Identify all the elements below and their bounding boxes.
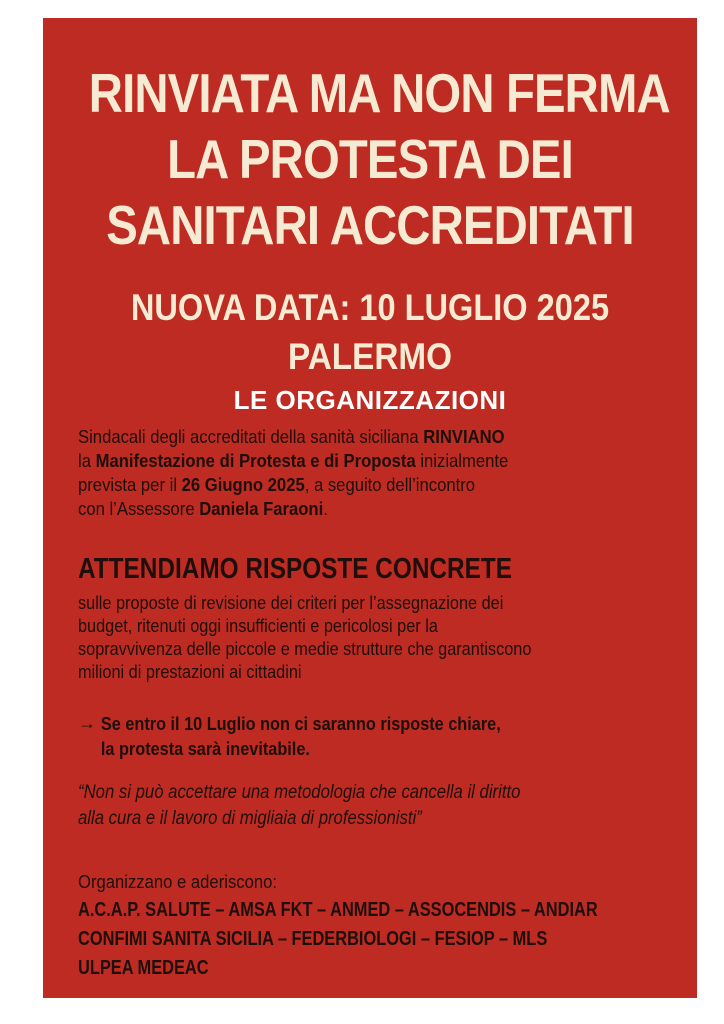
intro-line-4: [78, 497, 618, 521]
body-line-4: milioni di prestazioni ai cittadini: [78, 661, 302, 682]
protest-poster: [43, 18, 697, 998]
section-subheading: ATTENDIAMO RISPOSTE CONCRETE: [78, 553, 512, 585]
intro-text: Sindacali degli accreditati della sanità siciliana: [78, 426, 424, 447]
intro-text: la: [78, 450, 96, 471]
quote: [78, 780, 678, 832]
quote-line-1: “Non si può accettare una metodologia che cancella il diritto: [78, 782, 521, 803]
organizers-line-1: A.C.A.P. SALUTE – AMSA FKT – ANMED – ASSOCENDIS – ANDIAR: [78, 899, 598, 921]
intro-text: con l’Assessore: [78, 498, 200, 519]
quote-line-2: alla cura e il lavoro di migliaia di professionisti”: [78, 808, 422, 829]
organizers-list: [78, 896, 698, 983]
intro-highlight: 26 Giugno 2025: [181, 474, 305, 495]
intro-highlight: RINVIANO: [423, 426, 505, 447]
intro-text: , a seguito dell’incontro: [304, 474, 476, 495]
intro-line-1: [78, 425, 618, 449]
organizers-line-2: CONFIMI SANITA SICILIA – FEDERBIOLOGI – FESIOP – MLS: [78, 928, 548, 950]
intro-highlight: Manifestazione di Protesta e di Proposta: [95, 450, 416, 471]
intro-paragraph: [78, 425, 678, 521]
warning-line-2: la protesta sarà inevitabile.: [100, 738, 310, 759]
intro-text: prevista per il: [78, 474, 182, 495]
warning-line-1: Se entro il 10 Luglio non ci saranno risposte chiare,: [100, 713, 501, 734]
intro-line-2: [78, 449, 618, 473]
city: PALERMO: [287, 336, 453, 377]
intro-text: inizialmente: [415, 450, 509, 471]
intro-highlight: Daniela Faraoni: [199, 498, 324, 519]
organizers-label: Organizzano e aderiscono:: [78, 871, 277, 892]
headline-line-3: SANITARI ACCREDITATI: [106, 194, 634, 256]
headline-line-2: LA PROTESTA DEI: [167, 128, 573, 190]
intro-text: .: [323, 498, 328, 519]
organizers-line-3: ULPEA MEDEAC: [78, 957, 209, 979]
new-date: NUOVA DATA: 10 LUGLIO 2025: [130, 287, 610, 328]
warning-note: [78, 711, 678, 761]
body-line-2: budget, ritenuti oggi insufficienti e pericolosi per la: [78, 615, 438, 636]
body-paragraph: [78, 591, 698, 683]
body-line-1: sulle proposte di revisione dei criteri per l’assegnazione dei: [78, 592, 504, 613]
intro-line-3: [78, 473, 618, 497]
poster-headline: [88, 60, 670, 258]
organizations-heading: LE ORGANIZZAZIONI: [233, 385, 507, 415]
headline-line-1: RINVIATA MA NON FERMA: [88, 62, 670, 124]
body-line-3: sopravvivenza delle piccole e medie strutture che garantiscono: [78, 638, 532, 659]
arrow-right-icon: →: [78, 713, 96, 733]
